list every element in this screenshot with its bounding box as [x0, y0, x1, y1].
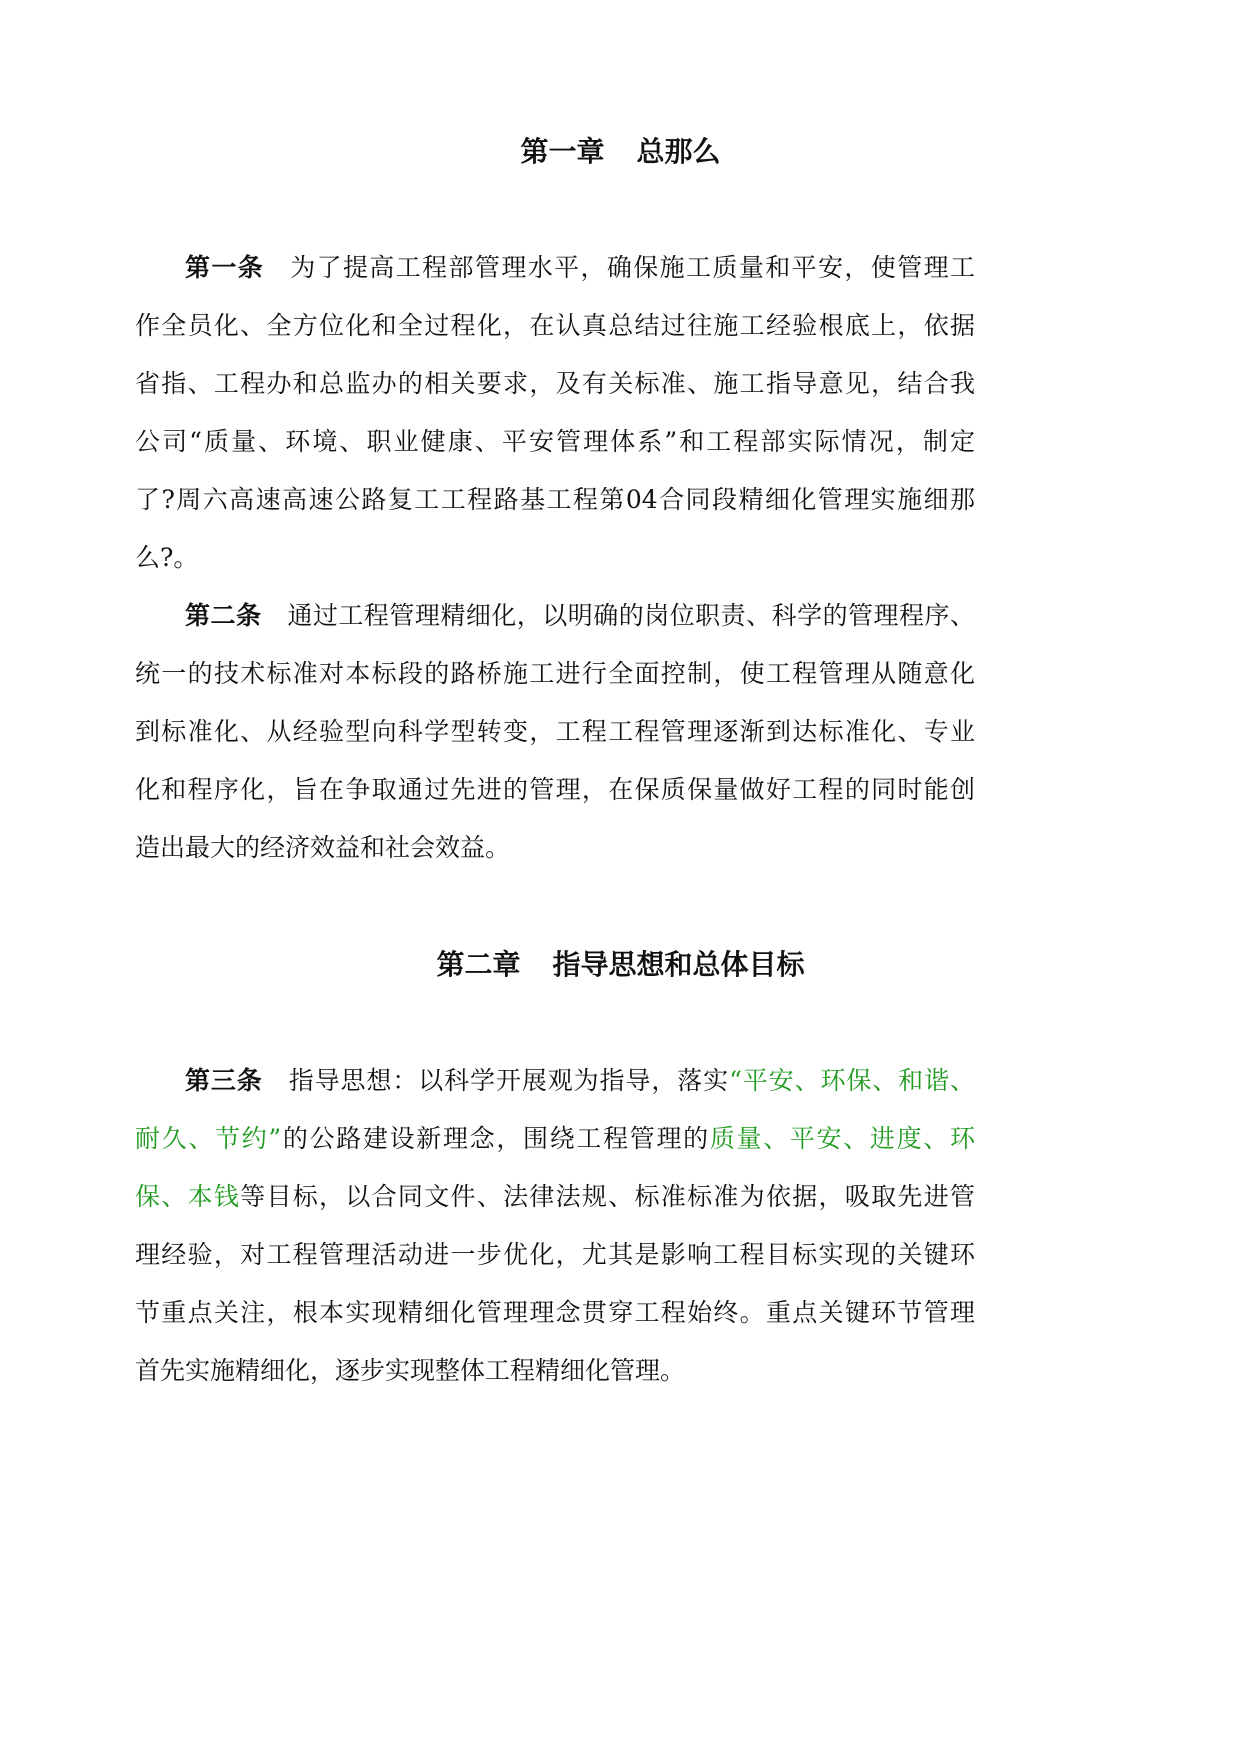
text-line — [135, 1168, 975, 1226]
chapter-2-heading — [0, 945, 1241, 985]
highlighted-text: “平安、环保、和谐、 — [729, 1066, 975, 1095]
body-text: 理经验，对工程管理活动进一步优化，尤其是影响工程目标实现的关键环 — [135, 1240, 975, 1269]
body-text: 等目标，以合同文件、法律法规、标准标准为依据，吸取先进管 — [240, 1182, 975, 1211]
article-2-paragraph — [135, 587, 975, 877]
article-label: 第一条 — [185, 253, 265, 282]
text-line — [135, 529, 975, 587]
body-text: 首先实施精细化，逐步实现整体工程精细化管理。 — [135, 1356, 686, 1385]
text-line — [135, 1342, 975, 1400]
text-line — [135, 297, 975, 355]
text-line — [135, 1226, 975, 1284]
text-line — [135, 1284, 975, 1342]
article-1-paragraph — [135, 239, 975, 587]
highlighted-text: 耐久、节约” — [135, 1124, 282, 1153]
text-line — [135, 239, 975, 297]
body-text: 了?周六高速高速公路复工工程路基工程第04合同段精细化管理实施细那 — [135, 485, 975, 514]
body-text: 到标准化、从经验型向科学型转变，工程工程管理逐渐到达标准化、专业 — [135, 717, 975, 746]
body-text: 省指、工程办和总监办的相关要求，及有关标准、施工指导意见，结合我 — [135, 369, 975, 398]
text-line — [135, 355, 975, 413]
body-text: 通过工程管理精细化，以明确的岗位职责、科学的管理程序、 — [287, 601, 975, 630]
body-text: 统一的技术标准对本标段的路桥施工进行全面控制，使工程管理从随意化 — [135, 659, 975, 688]
body-text: 造出最大的经济效益和社会效益。 — [135, 833, 511, 862]
chapter-number: 第二章 — [436, 948, 521, 981]
text-line — [135, 413, 975, 471]
body-text: 节重点关注，根本实现精细化管理理念贯穿工程始终。重点关键环节管理 — [135, 1298, 975, 1327]
chapter-number: 第一章 — [520, 135, 605, 168]
text-line — [135, 819, 975, 877]
text-line — [135, 1110, 975, 1168]
text-line — [135, 587, 975, 645]
text-line — [135, 645, 975, 703]
highlighted-text: 保、本钱 — [135, 1182, 241, 1211]
text-line — [135, 761, 975, 819]
chapter-1-heading — [0, 132, 1241, 172]
body-text: 为了提高工程部管理水平，确保施工质量和平安，使管理工 — [290, 253, 975, 282]
chapter-title: 指导思想和总体目标 — [552, 948, 805, 981]
article-3-paragraph — [135, 1052, 975, 1400]
body-text: 化和程序化，旨在争取通过先进的管理，在保质保量做好工程的同时能创 — [135, 775, 975, 804]
text-line — [135, 471, 975, 529]
text-line — [135, 1052, 975, 1110]
body-text: 么?。 — [135, 543, 199, 572]
body-text: 作全员化、全方位化和全过程化，在认真总结过往施工经验根底上，依据 — [135, 311, 975, 340]
text-line — [135, 703, 975, 761]
article-label: 第三条 — [185, 1066, 263, 1095]
body-text: 公司“质量、环境、职业健康、平安管理体系”和工程部实际情况，制定 — [135, 427, 975, 456]
highlighted-text: 质量、平安、进度、环 — [709, 1124, 975, 1153]
body-text: 的公路建设新理念，围绕工程管理的 — [281, 1124, 710, 1153]
article-label: 第二条 — [185, 601, 262, 630]
body-text: 指导思想：以科学开展观为指导，落实 — [288, 1066, 730, 1095]
chapter-title: 总那么 — [636, 135, 721, 168]
